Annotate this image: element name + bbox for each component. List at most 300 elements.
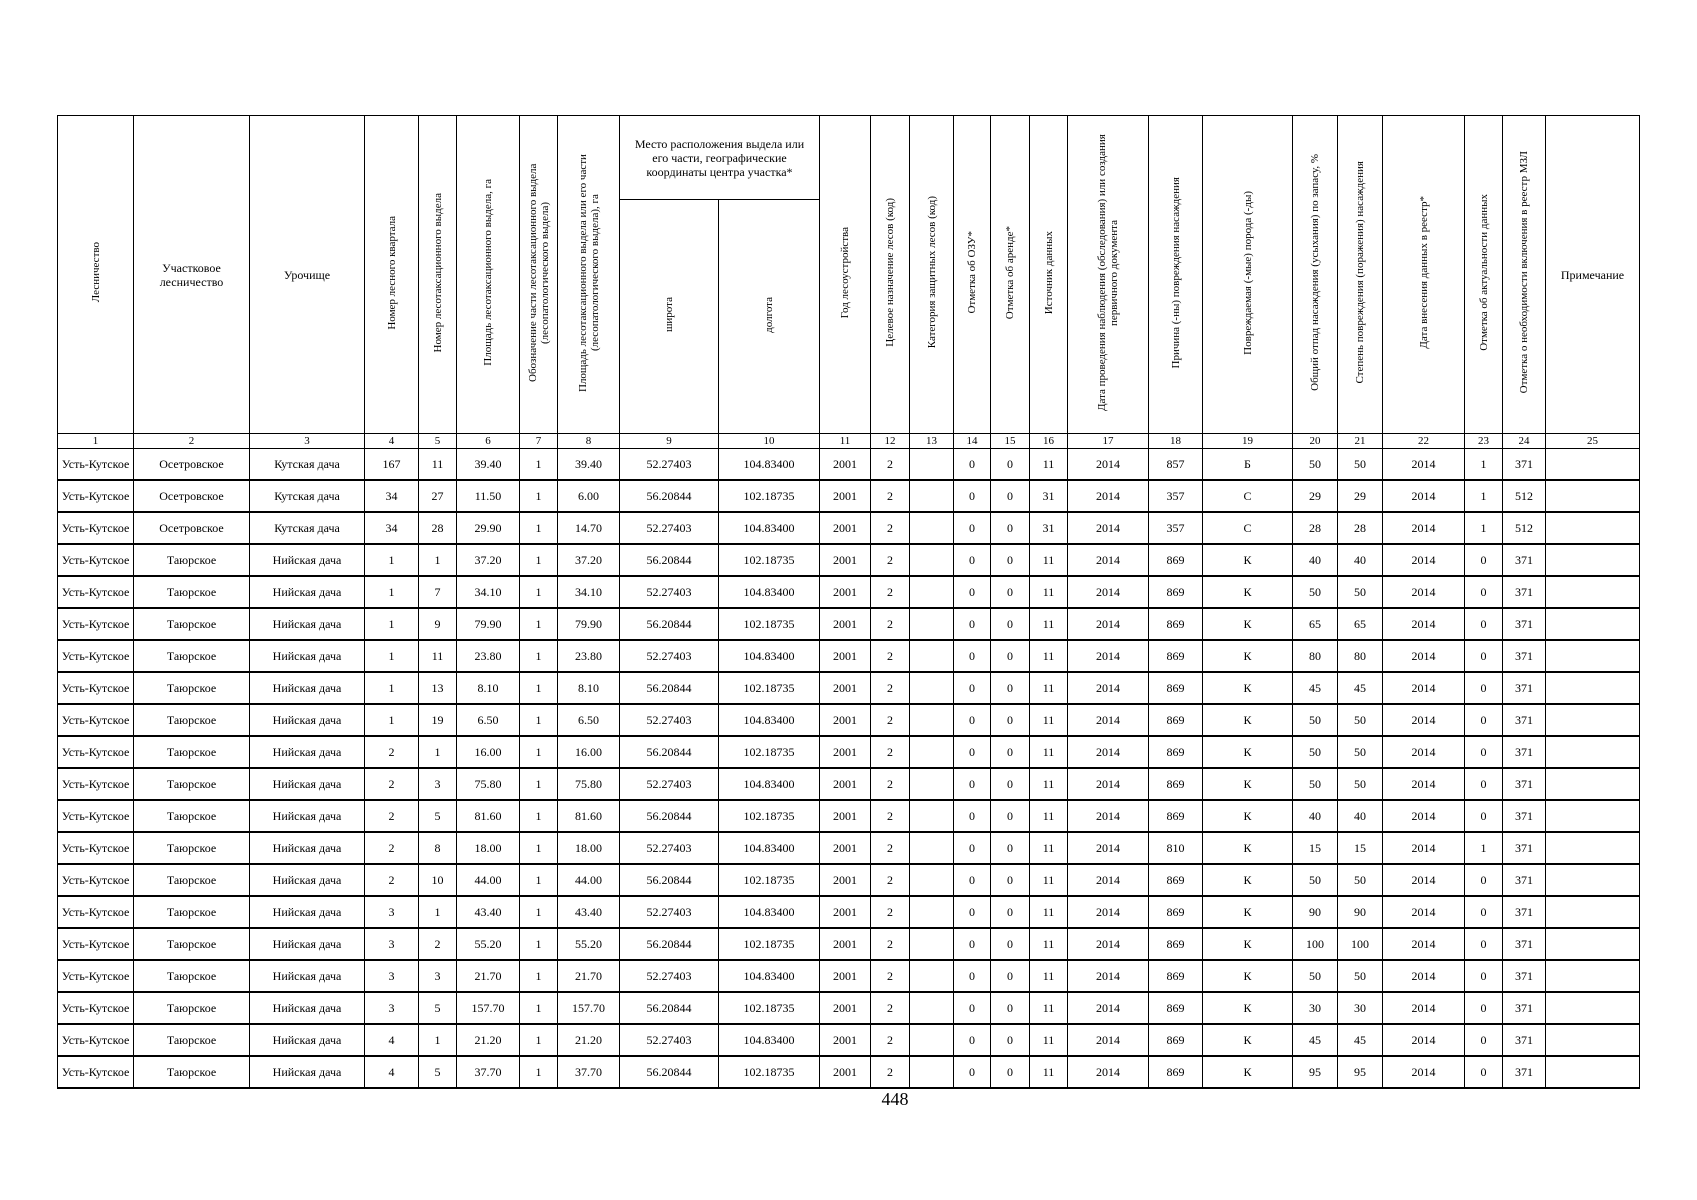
- cell-forestry: Усть-Кутское: [58, 928, 134, 960]
- cell-total-dieback: 80: [1293, 640, 1338, 672]
- cell-protective-category: [910, 1056, 954, 1088]
- cell-tract: Кутская дача: [250, 449, 365, 481]
- cell-purpose-code: 2: [871, 768, 910, 800]
- cell-total-dieback: 50: [1293, 704, 1338, 736]
- cell-ozu-mark: 0: [954, 928, 991, 960]
- cell-data-source: 11: [1030, 832, 1068, 864]
- cell-ozu-mark: 0: [954, 864, 991, 896]
- cell-inventory-year: 2001: [820, 640, 871, 672]
- cell-purpose-code: 2: [871, 864, 910, 896]
- cell-ozu-mark: 0: [954, 992, 991, 1024]
- cell-lease-mark: 0: [991, 1056, 1030, 1088]
- cell-ozu-mark: 0: [954, 480, 991, 512]
- cell-relevance-mark: 0: [1465, 768, 1503, 800]
- cell-inventory-year: 2001: [820, 992, 871, 1024]
- cell-tract: Нийская дача: [250, 832, 365, 864]
- cell-latitude: 52.27403: [620, 960, 719, 992]
- table-row: [58, 449, 1640, 481]
- cell-data-source: 11: [1030, 704, 1068, 736]
- cell-registry-date: 2014: [1383, 480, 1465, 512]
- cell-purpose-code: 2: [871, 992, 910, 1024]
- cell-note: [1546, 736, 1640, 768]
- cell-lease-mark: 0: [991, 960, 1030, 992]
- header-district-forestry: Участковое лесничество: [134, 116, 250, 434]
- cell-damage-degree: 15: [1338, 832, 1383, 864]
- cell-total-dieback: 45: [1293, 672, 1338, 704]
- column-number: 19: [1203, 434, 1293, 449]
- cell-inventory-year: 2001: [820, 1024, 871, 1056]
- table-row: [58, 480, 1640, 512]
- cell-mzl-mark: 371: [1503, 864, 1546, 896]
- cell-relevance-mark: 0: [1465, 704, 1503, 736]
- cell-lease-mark: 0: [991, 704, 1030, 736]
- cell-damage-cause: 869: [1149, 896, 1203, 928]
- cell-allotment-area: 44.00: [457, 864, 520, 896]
- cell-note: [1546, 960, 1640, 992]
- column-number: 18: [1149, 434, 1203, 449]
- cell-lease-mark: 0: [991, 480, 1030, 512]
- cell-part-area: 79.90: [558, 608, 620, 640]
- table-row: [58, 1056, 1640, 1088]
- header-damage-degree: Степень повреждения (поражения) насаждения: [1338, 116, 1383, 434]
- cell-district-forestry: Осетровское: [134, 449, 250, 481]
- cell-ozu-mark: 0: [954, 736, 991, 768]
- cell-total-dieback: 50: [1293, 768, 1338, 800]
- cell-purpose-code: 2: [871, 672, 910, 704]
- column-number: 15: [991, 434, 1030, 449]
- cell-purpose-code: 2: [871, 449, 910, 481]
- cell-data-source: 11: [1030, 864, 1068, 896]
- cell-allotment: 2: [419, 928, 457, 960]
- cell-relevance-mark: 0: [1465, 928, 1503, 960]
- cell-damage-degree: 65: [1338, 608, 1383, 640]
- header-longitude: долгота: [719, 200, 820, 434]
- cell-ozu-mark: 0: [954, 1024, 991, 1056]
- cell-total-dieback: 50: [1293, 736, 1338, 768]
- cell-damage-degree: 40: [1338, 800, 1383, 832]
- cell-part: 1: [520, 480, 558, 512]
- header-protective-category: Категория защитных лесов (код): [910, 116, 954, 434]
- cell-damaged-species: К: [1203, 1024, 1293, 1056]
- cell-observation-date: 2014: [1068, 832, 1149, 864]
- header-purpose-code: Целевое назначение лесов (код): [871, 116, 910, 434]
- cell-quarter: 2: [365, 768, 419, 800]
- cell-damaged-species: К: [1203, 544, 1293, 576]
- cell-inventory-year: 2001: [820, 832, 871, 864]
- cell-relevance-mark: 0: [1465, 608, 1503, 640]
- cell-observation-date: 2014: [1068, 544, 1149, 576]
- cell-part-area: 44.00: [558, 864, 620, 896]
- cell-protective-category: [910, 672, 954, 704]
- cell-lease-mark: 0: [991, 800, 1030, 832]
- cell-data-source: 11: [1030, 640, 1068, 672]
- cell-data-source: 11: [1030, 800, 1068, 832]
- cell-total-dieback: 100: [1293, 928, 1338, 960]
- cell-tract: Нийская дача: [250, 736, 365, 768]
- cell-latitude: 56.20844: [620, 928, 719, 960]
- cell-purpose-code: 2: [871, 928, 910, 960]
- cell-mzl-mark: 371: [1503, 800, 1546, 832]
- table-row: [58, 736, 1640, 768]
- cell-total-dieback: 50: [1293, 864, 1338, 896]
- cell-ozu-mark: 0: [954, 896, 991, 928]
- cell-longitude: 102.18735: [719, 1056, 820, 1088]
- cell-relevance-mark: 0: [1465, 1024, 1503, 1056]
- cell-damage-degree: 50: [1338, 768, 1383, 800]
- cell-note: [1546, 768, 1640, 800]
- cell-longitude: 102.18735: [719, 544, 820, 576]
- cell-data-source: 11: [1030, 1056, 1068, 1088]
- cell-part-area: 55.20: [558, 928, 620, 960]
- cell-ozu-mark: 0: [954, 704, 991, 736]
- cell-part-area: 16.00: [558, 736, 620, 768]
- cell-lease-mark: 0: [991, 832, 1030, 864]
- cell-district-forestry: Таюрское: [134, 960, 250, 992]
- cell-observation-date: 2014: [1068, 449, 1149, 481]
- cell-lease-mark: 0: [991, 576, 1030, 608]
- cell-district-forestry: Осетровское: [134, 480, 250, 512]
- cell-allotment: 1: [419, 896, 457, 928]
- cell-quarter: 2: [365, 736, 419, 768]
- cell-purpose-code: 2: [871, 576, 910, 608]
- cell-allotment: 9: [419, 608, 457, 640]
- cell-total-dieback: 45: [1293, 1024, 1338, 1056]
- cell-part-area: 6.00: [558, 480, 620, 512]
- cell-part: 1: [520, 960, 558, 992]
- cell-note: [1546, 608, 1640, 640]
- cell-damage-cause: 869: [1149, 704, 1203, 736]
- cell-tract: Кутская дача: [250, 480, 365, 512]
- cell-part-area: 75.80: [558, 768, 620, 800]
- cell-registry-date: 2014: [1383, 704, 1465, 736]
- cell-damaged-species: К: [1203, 768, 1293, 800]
- cell-mzl-mark: 371: [1503, 672, 1546, 704]
- cell-part-area: 34.10: [558, 576, 620, 608]
- cell-quarter: 1: [365, 544, 419, 576]
- cell-data-source: 31: [1030, 512, 1068, 544]
- cell-forestry: Усть-Кутское: [58, 1024, 134, 1056]
- cell-note: [1546, 832, 1640, 864]
- cell-observation-date: 2014: [1068, 1056, 1149, 1088]
- cell-longitude: 104.83400: [719, 640, 820, 672]
- cell-ozu-mark: 0: [954, 608, 991, 640]
- cell-note: [1546, 864, 1640, 896]
- cell-tract: Нийская дача: [250, 928, 365, 960]
- header-damaged-species: Повреждаемая (-мые) порода (-ды): [1203, 116, 1293, 434]
- cell-purpose-code: 2: [871, 960, 910, 992]
- cell-damage-degree: 30: [1338, 992, 1383, 1024]
- cell-lease-mark: 0: [991, 672, 1030, 704]
- cell-protective-category: [910, 864, 954, 896]
- cell-tract: Нийская дача: [250, 768, 365, 800]
- cell-relevance-mark: 1: [1465, 832, 1503, 864]
- cell-relevance-mark: 0: [1465, 576, 1503, 608]
- cell-damage-degree: 45: [1338, 1024, 1383, 1056]
- cell-district-forestry: Таюрское: [134, 864, 250, 896]
- cell-inventory-year: 2001: [820, 608, 871, 640]
- cell-protective-category: [910, 832, 954, 864]
- cell-forestry: Усть-Кутское: [58, 960, 134, 992]
- cell-damaged-species: К: [1203, 992, 1293, 1024]
- cell-lease-mark: 0: [991, 544, 1030, 576]
- cell-relevance-mark: 0: [1465, 896, 1503, 928]
- cell-purpose-code: 2: [871, 704, 910, 736]
- header-inventory-year: Год лесоустройства: [820, 116, 871, 434]
- cell-forestry: Усть-Кутское: [58, 864, 134, 896]
- cell-observation-date: 2014: [1068, 576, 1149, 608]
- cell-tract: Нийская дача: [250, 1056, 365, 1088]
- cell-district-forestry: Таюрское: [134, 928, 250, 960]
- cell-registry-date: 2014: [1383, 608, 1465, 640]
- header-latitude: широта: [620, 200, 719, 434]
- cell-ozu-mark: 0: [954, 640, 991, 672]
- table-row: [58, 1024, 1640, 1056]
- damage-register-table: [57, 115, 1640, 1089]
- cell-latitude: 56.20844: [620, 992, 719, 1024]
- cell-data-source: 11: [1030, 896, 1068, 928]
- cell-total-dieback: 95: [1293, 1056, 1338, 1088]
- cell-district-forestry: Таюрское: [134, 576, 250, 608]
- column-number: 25: [1546, 434, 1640, 449]
- cell-part: 1: [520, 544, 558, 576]
- cell-mzl-mark: 371: [1503, 449, 1546, 481]
- cell-total-dieback: 50: [1293, 960, 1338, 992]
- column-number: 22: [1383, 434, 1465, 449]
- cell-registry-date: 2014: [1383, 576, 1465, 608]
- cell-part: 1: [520, 736, 558, 768]
- cell-longitude: 104.83400: [719, 1024, 820, 1056]
- cell-protective-category: [910, 449, 954, 481]
- cell-damage-cause: 869: [1149, 1056, 1203, 1088]
- header-data-source: Источник данных: [1030, 116, 1068, 434]
- cell-purpose-code: 2: [871, 832, 910, 864]
- cell-data-source: 11: [1030, 576, 1068, 608]
- cell-inventory-year: 2001: [820, 800, 871, 832]
- column-number: 9: [620, 434, 719, 449]
- cell-part: 1: [520, 1056, 558, 1088]
- cell-allotment-area: 16.00: [457, 736, 520, 768]
- cell-part: 1: [520, 768, 558, 800]
- cell-longitude: 102.18735: [719, 928, 820, 960]
- cell-damage-cause: 869: [1149, 768, 1203, 800]
- cell-protective-category: [910, 480, 954, 512]
- cell-registry-date: 2014: [1383, 512, 1465, 544]
- cell-allotment-area: 37.70: [457, 1056, 520, 1088]
- cell-allotment: 8: [419, 832, 457, 864]
- cell-part-area: 43.40: [558, 896, 620, 928]
- cell-relevance-mark: 0: [1465, 992, 1503, 1024]
- cell-data-source: 11: [1030, 608, 1068, 640]
- column-number-row: [58, 434, 1640, 449]
- page-number: 448: [881, 1089, 909, 1109]
- cell-inventory-year: 2001: [820, 768, 871, 800]
- column-number: 23: [1465, 434, 1503, 449]
- column-number: 13: [910, 434, 954, 449]
- cell-tract: Нийская дача: [250, 864, 365, 896]
- cell-relevance-mark: 1: [1465, 449, 1503, 481]
- cell-data-source: 11: [1030, 1024, 1068, 1056]
- cell-damaged-species: К: [1203, 704, 1293, 736]
- cell-mzl-mark: 371: [1503, 992, 1546, 1024]
- cell-forestry: Усть-Кутское: [58, 992, 134, 1024]
- cell-total-dieback: 15: [1293, 832, 1338, 864]
- cell-observation-date: 2014: [1068, 608, 1149, 640]
- cell-purpose-code: 2: [871, 1056, 910, 1088]
- cell-registry-date: 2014: [1383, 928, 1465, 960]
- cell-damaged-species: К: [1203, 832, 1293, 864]
- cell-relevance-mark: 1: [1465, 512, 1503, 544]
- header-location: Место расположения выдела или его части, географические координаты центра участка*: [620, 116, 820, 200]
- cell-district-forestry: Таюрское: [134, 800, 250, 832]
- column-number: 20: [1293, 434, 1338, 449]
- cell-tract: Нийская дача: [250, 672, 365, 704]
- cell-observation-date: 2014: [1068, 480, 1149, 512]
- cell-damaged-species: К: [1203, 640, 1293, 672]
- cell-latitude: 52.27403: [620, 449, 719, 481]
- cell-latitude: 56.20844: [620, 800, 719, 832]
- cell-district-forestry: Таюрское: [134, 640, 250, 672]
- cell-purpose-code: 2: [871, 800, 910, 832]
- cell-part: 1: [520, 800, 558, 832]
- cell-longitude: 104.83400: [719, 449, 820, 481]
- cell-allotment: 11: [419, 640, 457, 672]
- cell-quarter: 3: [365, 992, 419, 1024]
- cell-note: [1546, 449, 1640, 481]
- cell-tract: Нийская дача: [250, 1024, 365, 1056]
- cell-purpose-code: 2: [871, 736, 910, 768]
- cell-part: 1: [520, 512, 558, 544]
- cell-allotment-area: 157.70: [457, 992, 520, 1024]
- cell-purpose-code: 2: [871, 608, 910, 640]
- cell-forestry: Усть-Кутское: [58, 640, 134, 672]
- cell-allotment: 5: [419, 800, 457, 832]
- cell-damaged-species: К: [1203, 928, 1293, 960]
- cell-observation-date: 2014: [1068, 512, 1149, 544]
- cell-data-source: 11: [1030, 928, 1068, 960]
- table-row: [58, 608, 1640, 640]
- cell-forestry: Усть-Кутское: [58, 1056, 134, 1088]
- cell-observation-date: 2014: [1068, 896, 1149, 928]
- cell-district-forestry: Таюрское: [134, 832, 250, 864]
- cell-data-source: 11: [1030, 736, 1068, 768]
- cell-tract: Нийская дача: [250, 640, 365, 672]
- header-lease-mark: Отметка об аренде*: [991, 116, 1030, 434]
- cell-mzl-mark: 371: [1503, 832, 1546, 864]
- cell-part-area: 157.70: [558, 992, 620, 1024]
- cell-inventory-year: 2001: [820, 704, 871, 736]
- cell-observation-date: 2014: [1068, 1024, 1149, 1056]
- cell-damage-cause: 869: [1149, 992, 1203, 1024]
- cell-damage-degree: 28: [1338, 512, 1383, 544]
- cell-total-dieback: 40: [1293, 800, 1338, 832]
- cell-registry-date: 2014: [1383, 544, 1465, 576]
- cell-mzl-mark: 371: [1503, 736, 1546, 768]
- cell-quarter: 4: [365, 1024, 419, 1056]
- cell-note: [1546, 928, 1640, 960]
- cell-damaged-species: К: [1203, 672, 1293, 704]
- cell-observation-date: 2014: [1068, 736, 1149, 768]
- cell-damage-cause: 869: [1149, 864, 1203, 896]
- cell-forestry: Усть-Кутское: [58, 800, 134, 832]
- cell-damage-degree: 50: [1338, 704, 1383, 736]
- cell-part: 1: [520, 896, 558, 928]
- cell-allotment-area: 79.90: [457, 608, 520, 640]
- cell-total-dieback: 90: [1293, 896, 1338, 928]
- cell-quarter: 1: [365, 672, 419, 704]
- cell-damage-degree: 45: [1338, 672, 1383, 704]
- cell-damage-degree: 80: [1338, 640, 1383, 672]
- cell-quarter: 1: [365, 608, 419, 640]
- cell-damage-cause: 869: [1149, 544, 1203, 576]
- cell-registry-date: 2014: [1383, 896, 1465, 928]
- cell-part-area: 23.80: [558, 640, 620, 672]
- cell-part-area: 6.50: [558, 704, 620, 736]
- header-mzl-mark: Отметка о необходимости включения в реестр МЗЛ: [1503, 116, 1546, 434]
- cell-allotment: 3: [419, 768, 457, 800]
- cell-district-forestry: Таюрское: [134, 992, 250, 1024]
- cell-damaged-species: К: [1203, 960, 1293, 992]
- cell-quarter: 2: [365, 832, 419, 864]
- cell-damaged-species: С: [1203, 480, 1293, 512]
- cell-damaged-species: К: [1203, 864, 1293, 896]
- cell-protective-category: [910, 608, 954, 640]
- table-row: [58, 928, 1640, 960]
- cell-ozu-mark: 0: [954, 768, 991, 800]
- cell-district-forestry: Таюрское: [134, 544, 250, 576]
- header-registry-date: Дата внесения данных в реестр*: [1383, 116, 1465, 434]
- table-row: [58, 768, 1640, 800]
- cell-latitude: 52.27403: [620, 1024, 719, 1056]
- cell-part-area: 21.20: [558, 1024, 620, 1056]
- cell-purpose-code: 2: [871, 480, 910, 512]
- cell-damage-cause: 869: [1149, 608, 1203, 640]
- cell-registry-date: 2014: [1383, 672, 1465, 704]
- cell-observation-date: 2014: [1068, 640, 1149, 672]
- column-number: 16: [1030, 434, 1068, 449]
- cell-damage-cause: 857: [1149, 449, 1203, 481]
- cell-longitude: 104.83400: [719, 960, 820, 992]
- cell-part-area: 14.70: [558, 512, 620, 544]
- cell-part-area: 81.60: [558, 800, 620, 832]
- cell-registry-date: 2014: [1383, 449, 1465, 481]
- cell-part: 1: [520, 864, 558, 896]
- cell-observation-date: 2014: [1068, 704, 1149, 736]
- cell-latitude: 56.20844: [620, 736, 719, 768]
- cell-damage-degree: 29: [1338, 480, 1383, 512]
- cell-note: [1546, 672, 1640, 704]
- cell-data-source: 11: [1030, 449, 1068, 481]
- table-row: [58, 864, 1640, 896]
- header-part-area: Площадь лесотаксационного выдела или его части (лесопатологического выдела), га: [558, 116, 620, 434]
- cell-total-dieback: 65: [1293, 608, 1338, 640]
- cell-ozu-mark: 0: [954, 832, 991, 864]
- cell-relevance-mark: 1: [1465, 480, 1503, 512]
- cell-observation-date: 2014: [1068, 960, 1149, 992]
- cell-note: [1546, 992, 1640, 1024]
- cell-data-source: 11: [1030, 672, 1068, 704]
- table-row: [58, 832, 1640, 864]
- cell-longitude: 102.18735: [719, 672, 820, 704]
- cell-relevance-mark: 0: [1465, 640, 1503, 672]
- cell-inventory-year: 2001: [820, 1056, 871, 1088]
- cell-registry-date: 2014: [1383, 1056, 1465, 1088]
- cell-quarter: 167: [365, 449, 419, 481]
- cell-protective-category: [910, 544, 954, 576]
- cell-part: 1: [520, 449, 558, 481]
- cell-relevance-mark: 0: [1465, 800, 1503, 832]
- cell-damage-degree: 90: [1338, 896, 1383, 928]
- cell-damage-cause: 357: [1149, 512, 1203, 544]
